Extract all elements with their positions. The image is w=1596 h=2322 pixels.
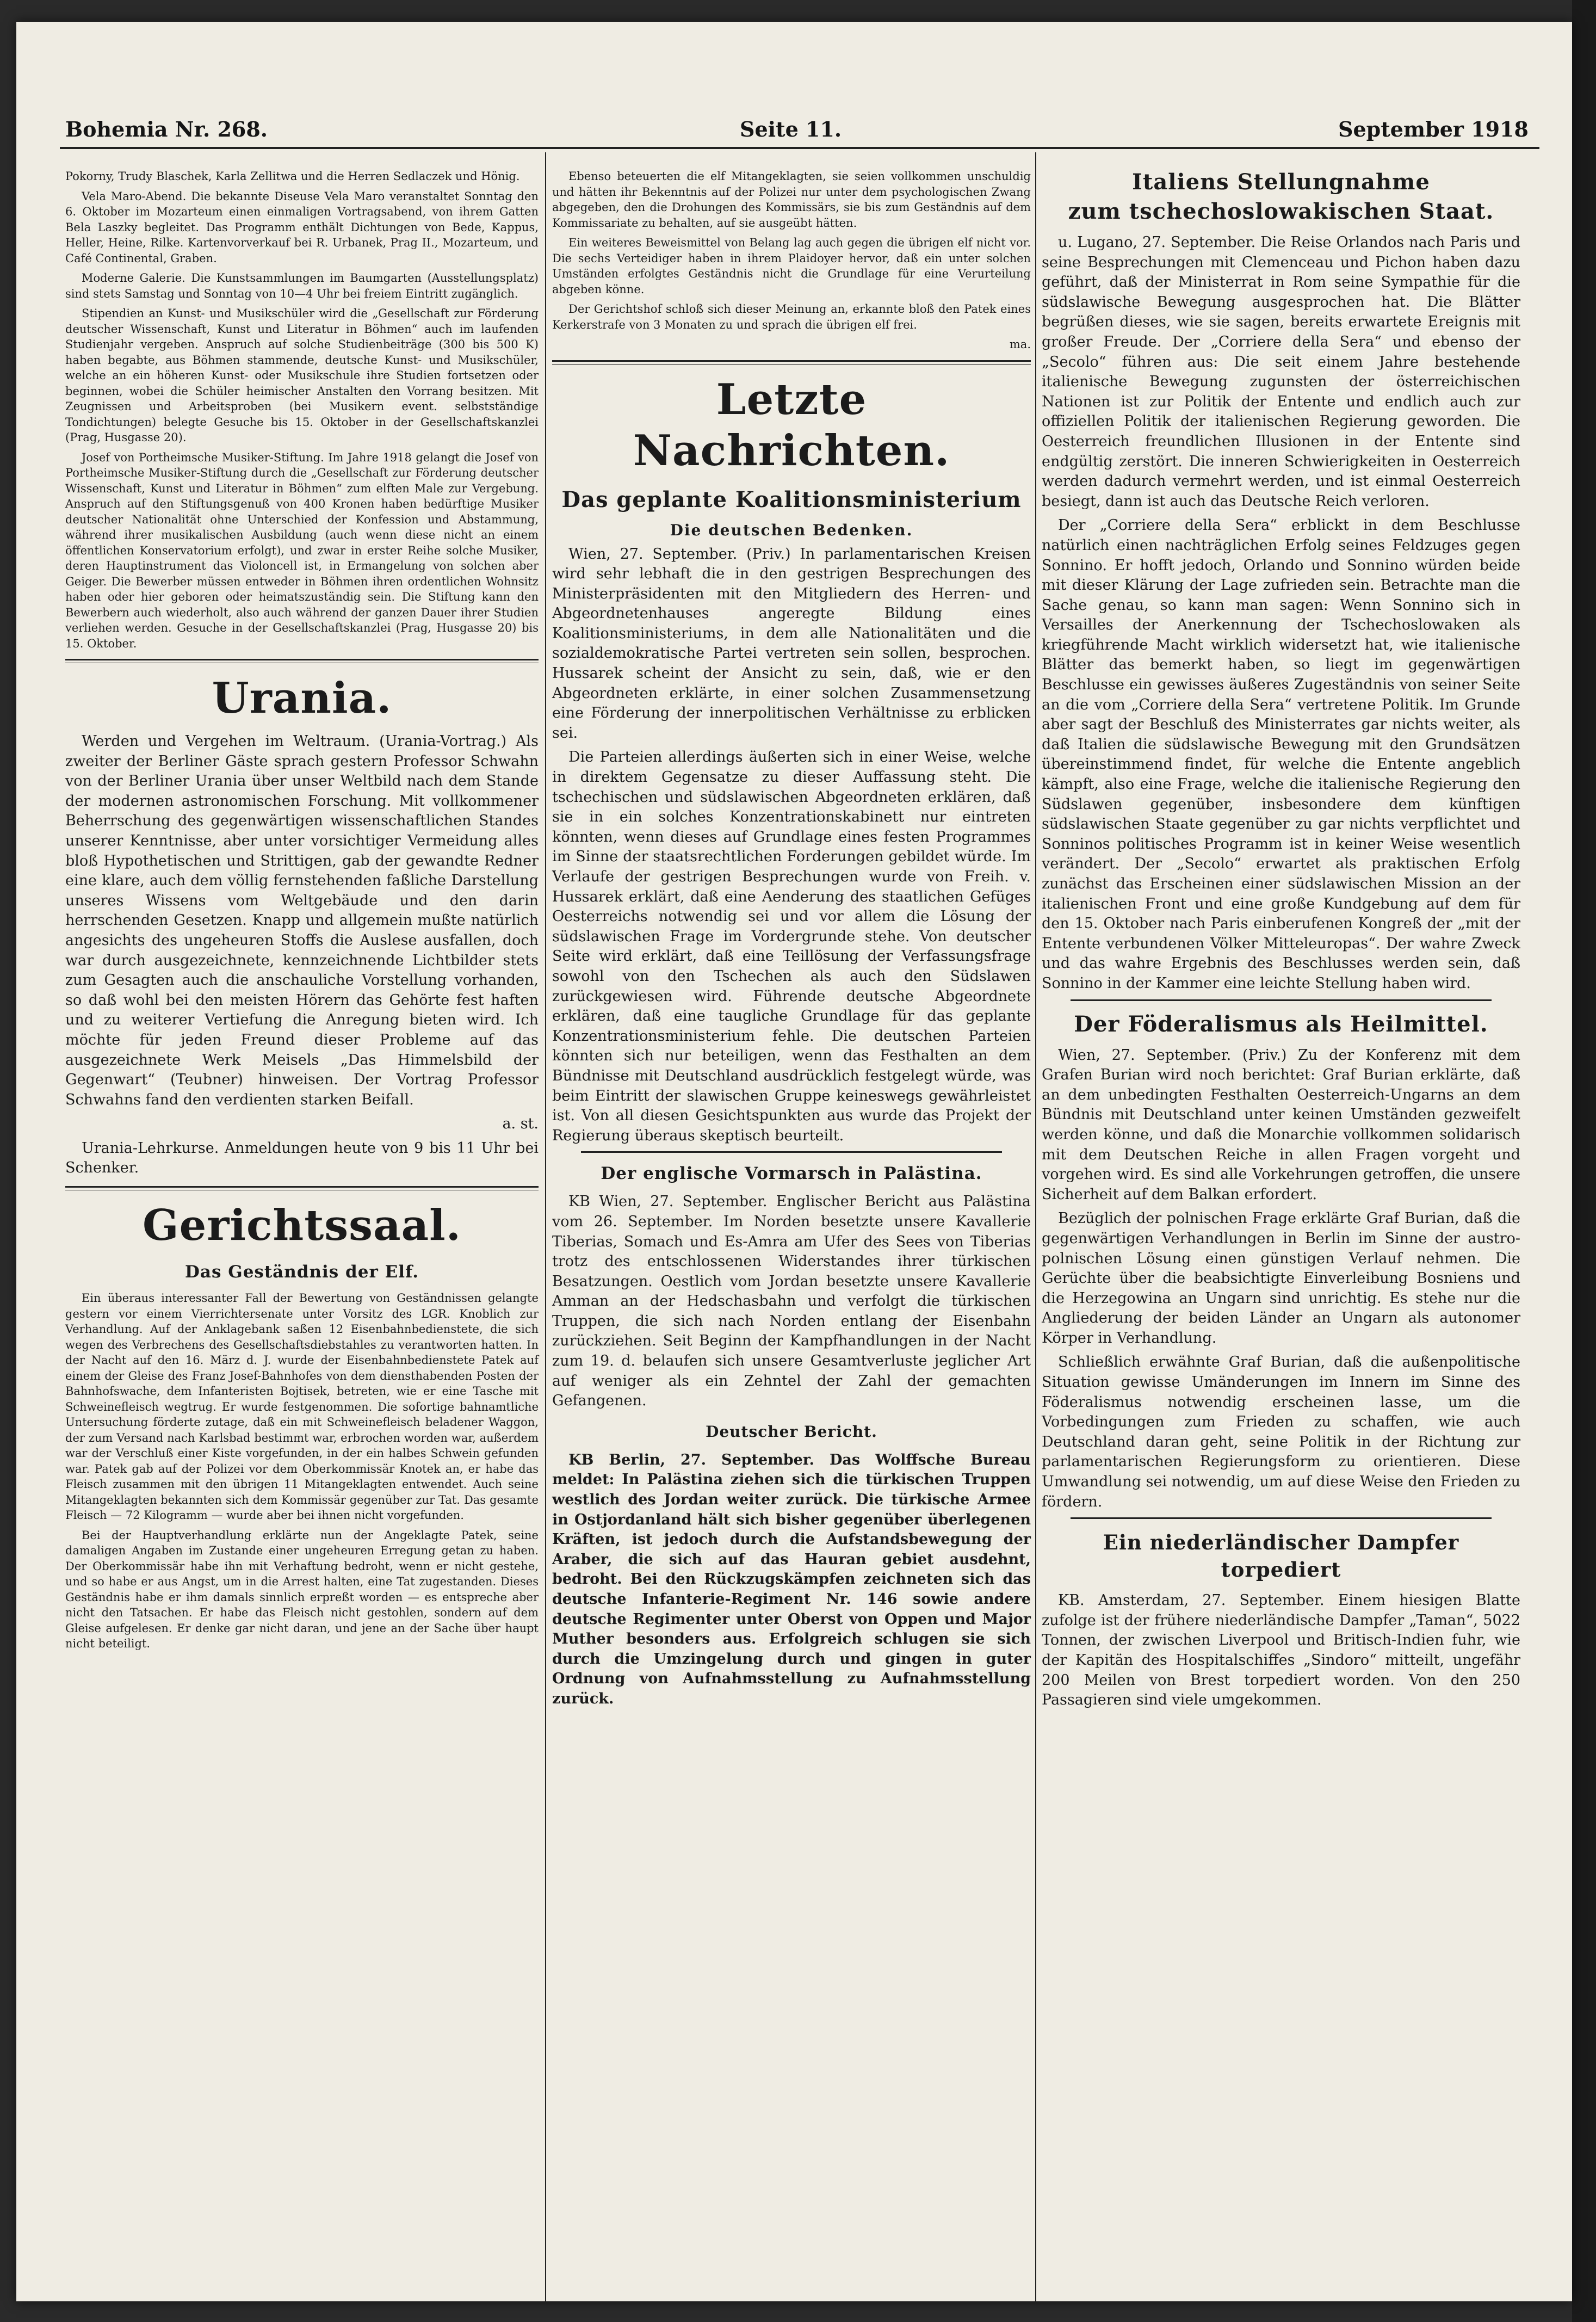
article-body: Ebenso beteuerten die elf Mitangeklagten, sie seien vollkommen unschuldig und hätten ihr Bekenntnis auf der Polizei nur unter dem psychologischen Zwang abgegeben, den die Drohungen des Kommissärs, sie bis zum Geständnis auf dem Kommissariate zu behalten, auf sie ausgeübt hätten.: [552, 170, 1031, 230]
article-body: Ein weiteres Beweismittel von Belang lag auch gegen die übrigen elf nicht vor. Die sechs Verteidiger haben in ihrem Plaidoyer hervor, daß ein unter solchen Umständen erfolgtes Geständnis nicht die Grundlage für eine Verurteilung abgeben könne.: [552, 236, 1031, 296]
article-body: Der „Corriere della Sera“ erblickt in dem Beschlusse natürlich einen nachträglichen Erfolg seines Feldzuges gegen Sonnino. Er hofft jedoch, Orlando und Sonnino würden beide mit dieser Klärung der Lage zufrieden sein. Betrachte man die Sache genau, so kann man sagen: Wenn Sonnino sich in Versailles der Anerkennung der Tschechoslowaken als kriegführende Macht wirklich widersetzt hat, wie italienische Blätter das bemerkt haben, so liegt im gegenwärtigen Beschlusse ein gewisses äußeres Zugeständnis von seiner Seite an die vom „Corriere della Sera“ vertretene Politik. Im Grunde aber sagt der Beschluß des Ministerrates gar nichts weiter, als daß Italien die südslawische Bewegung mit den Grundsätzen übereinstimmend findet, für welche die Entente angeblich kämpft, also eine Frage, welche die italienische Regierung den Südslawen gegenüber, insbesondere dem künftigen südslawischen Staate gegenüber zu gar nichts verpflichtet und Sonninos politisches Programm ist in keiner Weise wesentlich verändert. Der „Secolo“ erwartet als praktischen Erfolg zunächst das Erscheinen einer südslawischen Mission an der italienischen Front und eine große Kundgebung auf dem für den 15. Oktober nach Paris einberufenen Kongreß der „mit der Entente verbundenen Völker Mitteleuropas“. Der wahre Zweck und das wahre Ergebnis des Beschlusses werden sein, daß Sonnino in der Kammer eine leichte Stellung haben wird.: [1042, 517, 1520, 992]
news-item: Vela Maro-Abend. Die bekannte Diseuse Vela Maro veranstaltet Sonntag den 6. Oktober im Mozarteum einen einmaligen Vortragsabend, von ihrem Gatten Bela Laszky begleitet. Das Programm enthält Dichtungen von Bede, Kappus, Heller, Heine, Rilke. Kartenvorverkauf bei R. Urbanek, Prag II., Mozarteum, und Café Continental, Graben.: [65, 189, 539, 265]
section-divider: [552, 360, 1031, 365]
section-title-urania: Urania.: [212, 674, 392, 723]
article-body: Werden und Vergehen im Weltraum. (Urania-Vortrag.) Als zweiter der Berliner Gäste sprach gestern Professor Schwahn von der Berliner Urania über unser Weltbild nach dem Stande der modernen astronomischen Forschung. Mit vollkommener Beherrschung des gegenwärtigen wissenschaftlichen Standes unserer Kenntnisse, aber unter vorsichtiger Vermeidung alles bloß Hypothetischen und Strittigen, gab der gewandte Redner eine klare, auch dem völlig fernstehenden faßliche Darstellung unseres Wissens vom Weltgebäude und den darin herrschenden Gesetzen. Knapp und allgemein mußte natürlich angesichts des ungeheuren Stoffs die Auslese ausfallen, doch war durch ausgezeichnete, kennzeichnende Lichtbilder stets zum Gesagten auch die anschauliche Vorstellung vorhanden, so daß wohl bei den meisten Hörern das Gehörte fest haften und zu weiterer Vertiefung die Anregung bieten wird. Ich möchte für jeden Freund dieser Probleme auf das ausgezeichnete Werk Meisels „Das Himmelsbild der Gegenwart“ (Teubner) hinweisen. Der Vortrag Professor Schwahns fand den verdienten starken Beifall.: [65, 733, 539, 1108]
column-rule-1: [545, 152, 546, 2301]
header-rule: [60, 147, 1539, 149]
header-issue: Bohemia Nr. 268.: [65, 117, 268, 141]
article-body: Bei der Hauptverhandlung erklärte nun der Angeklagte Patek, seine damaligen Angaben im Zustande einer ungeheuren Erregung getan zu haben. Der Oberkommissär habe ihn mit Verhaftung bedroht, wenn er nicht gestehe, und so habe er aus Angst, um in die Arrest halten, eine Tat zugestanden. Dieses Geständnis habe er ihm damals sinnlich erpreßt worden — es entspreche aber nicht den Tatsachen. Er habe das Fleisch nicht gestohlen, sondern auf dem Gleise aufgelesen. Er denke gar nicht daran, und jene an der Sache über haupt nicht beteiligt.: [65, 1528, 539, 1651]
newspaper-page: [16, 22, 1572, 2301]
article-body: Schließlich erwähnte Graf Burian, daß die außenpolitische Situation gewisse Umänderungen im Innern im Sinne des Föderalismus notwendig erscheinen lasse, um die Vorbedingungen zum Frieden zu schaffen, wie auch Deutschland daran geht, seine Politik in der Richtung zur parlamentarischen Regierungsform zu orientieren. Diese Umwandlung sei notwendig, um auf diese Weise den Frieden zu fördern.: [1042, 1354, 1520, 1510]
article-title: Das Geständnis der Elf.: [185, 1262, 419, 1282]
section-divider: [581, 1151, 1002, 1153]
article-body: Die Parteien allerdings äußerten sich in einer Weise, welche in direktem Gegensatze zu dieser Auffassung steht. Die tschechischen und südslawischen Abgeordneten erklären, daß sie in ein solches Konzentrationskabinett nur eintreten könnten, wenn dieses auf Grundlage eines festen Programmes im Sinne der staatsrechtlichen Forderungen gebildet würde. Im Verlaufe der gestrigen Besprechungen wurde von Freih. v. Hussarek erklärt, daß eine Aenderung des staatlichen Gefüges Oesterreichs notwendig sei und vor allem die Lösung der südslawischen Frage im Vordergrunde stehe. Von deutscher Seite wird erklärt, daß eine Teillösung der Verfassungsfrage sowohl von den Tschechen als auch den Südslawen zurückgewiesen wird. Führende deutsche Abgeordnete erklären, daß eine taugliche Grundlage für das geplante Konzentrationsministerium fehle. Die deutschen Parteien könnten sich nur beteiligen, wenn das Festhalten an dem Bündnisse mit Deutschland ausdrücklich festgelegt würde, was beim Eintritt der slawischen Gruppe keineswegs gewährleistet ist. Von all diesen Gesichtspunkten aus wurde das Projekt der Regierung überaus skeptisch beurteilt.: [552, 749, 1031, 1144]
article-body: KB. Amsterdam, 27. September. Einem hiesigen Blatte zufolge ist der frühere niederländische Dampfer „Taman“, 5022 Tonnen, der zwischen Liverpool und Britisch-Indien fuhr, wie der Kapitän des Hospitalschiffes „Sindoro“ mitteilt, ungefähr 200 Meilen von Brest torpediert worden. Von den 250 Passagieren sind viele umgekommen.: [1042, 1592, 1520, 1709]
article-signature: ma.: [1009, 338, 1031, 351]
section-divider: [65, 1186, 539, 1190]
section-divider: [65, 659, 539, 663]
article-body: Wien, 27. September. (Priv.) Zu der Konferenz mit dem Grafen Burian wird noch berichtet: Graf Burian erklärte, daß an dem unbedingten Festhalten Oesterreich-Ungarns an dem Bündnis mit Deutschland unter keinen Umständen gezweifelt werden könne, und daß die Monarchie vollkommen solidarisch mit dem Deutschen Reiche in allen Fragen vorgeht und vorgehen wird. Es sind alle Vorkehrungen getroffen, die unsere Sicherheit auf dem Balkan erfordert.: [1042, 1046, 1520, 1203]
column-rule-2: [1035, 152, 1036, 2301]
section-title-letzte-nachrichten: Letzte Nachrichten.: [633, 374, 950, 475]
column-3: [1042, 169, 1520, 1715]
article-title: zum tschechoslowakischen Staat.: [1068, 199, 1494, 224]
header-page-number: Seite 11.: [740, 117, 842, 141]
article-title: Der englische Vormarsch in Palästina.: [601, 1164, 982, 1184]
article-title: Das geplante Koalitionsministerium: [561, 486, 1022, 512]
article-body: KB Wien, 27. September. Englischer Bericht aus Palästina vom 26. September. Im Norden besetzte unsere Kavallerie Tiberias, Somach und Es-Amra am Ufer des Sees von Tiberias trotz des entschlossenen Widerstandes ihrer türkischen Besatzungen. Oestlich vom Jordan besetzte unsere Kavallerie Amman an der Hedschasbahn und verfolgt die türkischen Truppen, die sich nach Norden entlang der Eisenbahn zurückziehen. Seit Beginn der Kampfhandlungen in der Nacht zum 19. d. belaufen sich unsere Gesamtverluste jeglicher Art auf weniger als ein Zehntel der Zahl der gemachten Gefangenen.: [552, 1193, 1031, 1410]
article-body: Wien, 27. September. (Priv.) In parlamentarischen Kreisen wird sehr lebhaft die in den gestrigen Besprechungen des Ministerpräsidenten mit den Mitgliedern des Herren- und Abgeordnetenhauses angeregte Bildung eines Koalitionsministeriums, in dem alle Nationalitäten und die sozialdemokratische Partei vertreten sein sollen, besprochen. Hussarek scheint der Ansicht zu sein, daß, wie er den Abgeordneten erklärte, in einer solchen Zusammensetzung eine Förderung der innerpolitischen Verhältnisse zu erblicken sei.: [552, 545, 1031, 742]
article-title: Italiens Stellungnahme: [1132, 169, 1430, 195]
article-title: Deutscher Bericht.: [706, 1422, 877, 1441]
article-body: u. Lugano, 27. September. Die Reise Orlandos nach Paris und seine Besprechungen mit Clemenceau und Pichon haben dazu geführt, daß der Ministerrat in Rom seine Sympathie für die südslawische Bewegung ausgesprochen hat. Die Blätter begrüßen dieses, wie sie sagen, bereits erwartete Ereignis mit großer Freude. Der „Corriere della Sera“ und ebenso der „Secolo“ führen aus: Die seit einem Jahre bestehende italienische Bewegung zugunsten der österreichischen Nationen ist zur Politik der Entente und endlich auch zur offiziellen Politik der italienischen Regierung geworden. Die Oesterreich freundlichen Illusionen in der Entente sind endgültig zerstört. Die inneren Schwierigkeiten in Oesterreich werden dadurch vermehrt werden, und ist einmal Oesterreich besiegt, dann ist auch das Deutsche Reich verloren.: [1042, 234, 1520, 510]
article-body: KB Berlin, 27. September. Das Wolffsche Bureau meldet: In Palästina ziehen sich die türkischen Truppen westlich des Jordan weiter zurück. Die türkische Armee in Ostjordanland hält sich bisher gegenüber überlegenen Kräften, ist jedoch durch die Aufstandsbewegung der Araber, die sich auf das Hauran gebiet ausdehnt, bedroht. Bei den Rückzugskämpfen zeichneten sich das deutsche Infanterie-Regiment Nr. 146 sowie andere deutsche Regimenter unter Oberst von Oppen und Major Muther besonders aus. Erfolgreich schlugen sie sich durch die Umzingelung durch und gingen in guter Ordnung von Aufnahmsstellung zu Aufnahmsstellung zurück.: [552, 1451, 1031, 1707]
header-date: September 1918: [1338, 117, 1529, 141]
article-subtitle: Die deutschen Bedenken.: [670, 521, 913, 539]
article-signature: a. st.: [502, 1115, 539, 1133]
column-2: [552, 169, 1031, 1714]
article-note: Urania-Lehrkurse. Anmeldungen heute von 9 bis 11 Uhr bei Schenker.: [65, 1139, 539, 1177]
article-body: Der Gerichtshof schloß sich dieser Meinung an, erkannte bloß den Patek eines Kerkerstrafe von 3 Monaten zu und sprach die übrigen elf frei.: [552, 302, 1031, 331]
section-divider: [1071, 999, 1492, 1001]
section-divider: [1071, 1517, 1492, 1519]
scanner-edge: [1572, 0, 1596, 2322]
article-title: Der Föderalismus als Heilmittel.: [1074, 1011, 1488, 1037]
news-item: Pokorny, Trudy Blaschek, Karla Zellitwa und die Herren Sedlaczek und Hönig.: [65, 170, 520, 183]
article-body: Ein überaus interessanter Fall der Bewertung von Geständnissen gelangte gestern vor einem Vierrichtersenate unter Vorsitz des LGR. Knoblich zur Verhandlung. Auf der Anklagebank saßen 12 Eisenbahnbedienstete, die sich wegen des Verbrechens des Gesellschaftsdiebstahles zu verantworten hatten. In der Nacht auf den 16. März d. J. wurde der Eisenbahnbedienstete Patek auf einem der Gleise des Franz Josef-Bahnhofes von dem diensthabenden Posten der Bahnhofswache, dem Infanteristen Bojtisek, betreten, wie er eine Tasche mit Schweinefleisch wegtrug. Er wurde festgenommen. Die sofortige bahnamtliche Untersuchung förderte zutage, daß ein mit Schweinefleisch beladener Waggon, der zum Versand nach Karlsbad bestimmt war, erbrochen worden war, außerdem war der Verschluß einer Kiste vorgefunden, in der ein halbes Schwein gefunden war. Patek gab auf der Polizei vor dem Oberkommissär Knotek an, er habe das Fleisch zusammen mit den übrigen 11 Mitangeklagten entwendet. Auch seine Mitangeklagten bekannten sich dem Kommissär gegenüber zur Tat. Das gesamte Fleisch — 72 Kilogramm — wurde aber bei ihnen nicht vorgefunden.: [65, 1292, 539, 1522]
news-item: Josef von Portheimsche Musiker-Stiftung. Im Jahre 1918 gelangt die Josef von Portheimsche Musiker-Stiftung durch die „Gesellschaft zur Förderung deutscher Wissenschaft, Kunst und Literatur in Böhmen“ zum elften Male zur Vergebung. Anspruch auf den Stiftungsgenuß von 400 Kronen haben bedürftige Musiker deutscher Nationalität ohne Unterschied der Konfession und Abstammung, während ihrer musikalischen Ausbildung (auch wenn diese nicht an einem öffentlichen Konservatorium erfolgt), und zwar in erster Reihe solche Musiker, deren Hauptinstrument das Violoncell ist, in Ermangelung von solchen aber Geiger. Die Bewerber müssen entweder in Böhmen ihren ordentlichen Wohnsitz haben oder hier geboren oder heimatszuständig sein. Die Stiftung kann den Bewerbern auch wiederholt, also auch während der ganzen Dauer ihrer Studien verliehen werden. Gesuche in der Gesellschaftskanzlei (Prag, Husgasse 20) bis 15. Oktober.: [65, 450, 539, 650]
section-title-gerichtssaal: Gerichtssaal.: [143, 1201, 461, 1251]
article-title: Ein niederländischer Dampfer torpediert: [1103, 1530, 1459, 1582]
news-item: Stipendien an Kunst- und Musikschüler wird die „Gesellschaft zur Förderung deutscher Wissenschaft, Kunst und Literatur in Böhmen“ auch im laufenden Studienjahr vergeben. Anspruch auf solche Studienbeiträge (300 bis 500 K) haben begabte, aus Böhmen stammende, deutsche Kunst- und Musikschüler, welche an ein höheren Kunst- oder Musikschule ihre Studien fortsetzen oder beginnen, wobei die Schüler heimischer Anstalten den Vorrang besitzen. Mit Zeugnissen und Arbeitsproben (bei Musikern event. selbstständige Tondichtungen) belegte Gesuche bis 15. Oktober in der Gesellschaftskanzlei (Prag, Husgasse 20).: [65, 307, 539, 444]
news-item: Moderne Galerie. Die Kunstsammlungen im Baumgarten (Ausstellungsplatz) sind stets Samstag und Sonntag von 10—4 Uhr bei freiem Eintritt zugänglich.: [65, 271, 539, 300]
article-body: Bezüglich der polnischen Frage erklärte Graf Burian, daß die gegenwärtigen Verhandlungen in Berlin im Sinne der austro-polnischen Lösung einen günstigen Verlauf nehmen. Die Gerüchte über die beabsichtigte Einverleibung Bosniens und die Herzegowina an Ungarn sind unrichtig. Es stehe nur die Angliederung der beiden Länder an Ungarn als autonomer Körper in Verhandlung.: [1042, 1210, 1520, 1347]
column-1: [65, 169, 539, 1656]
